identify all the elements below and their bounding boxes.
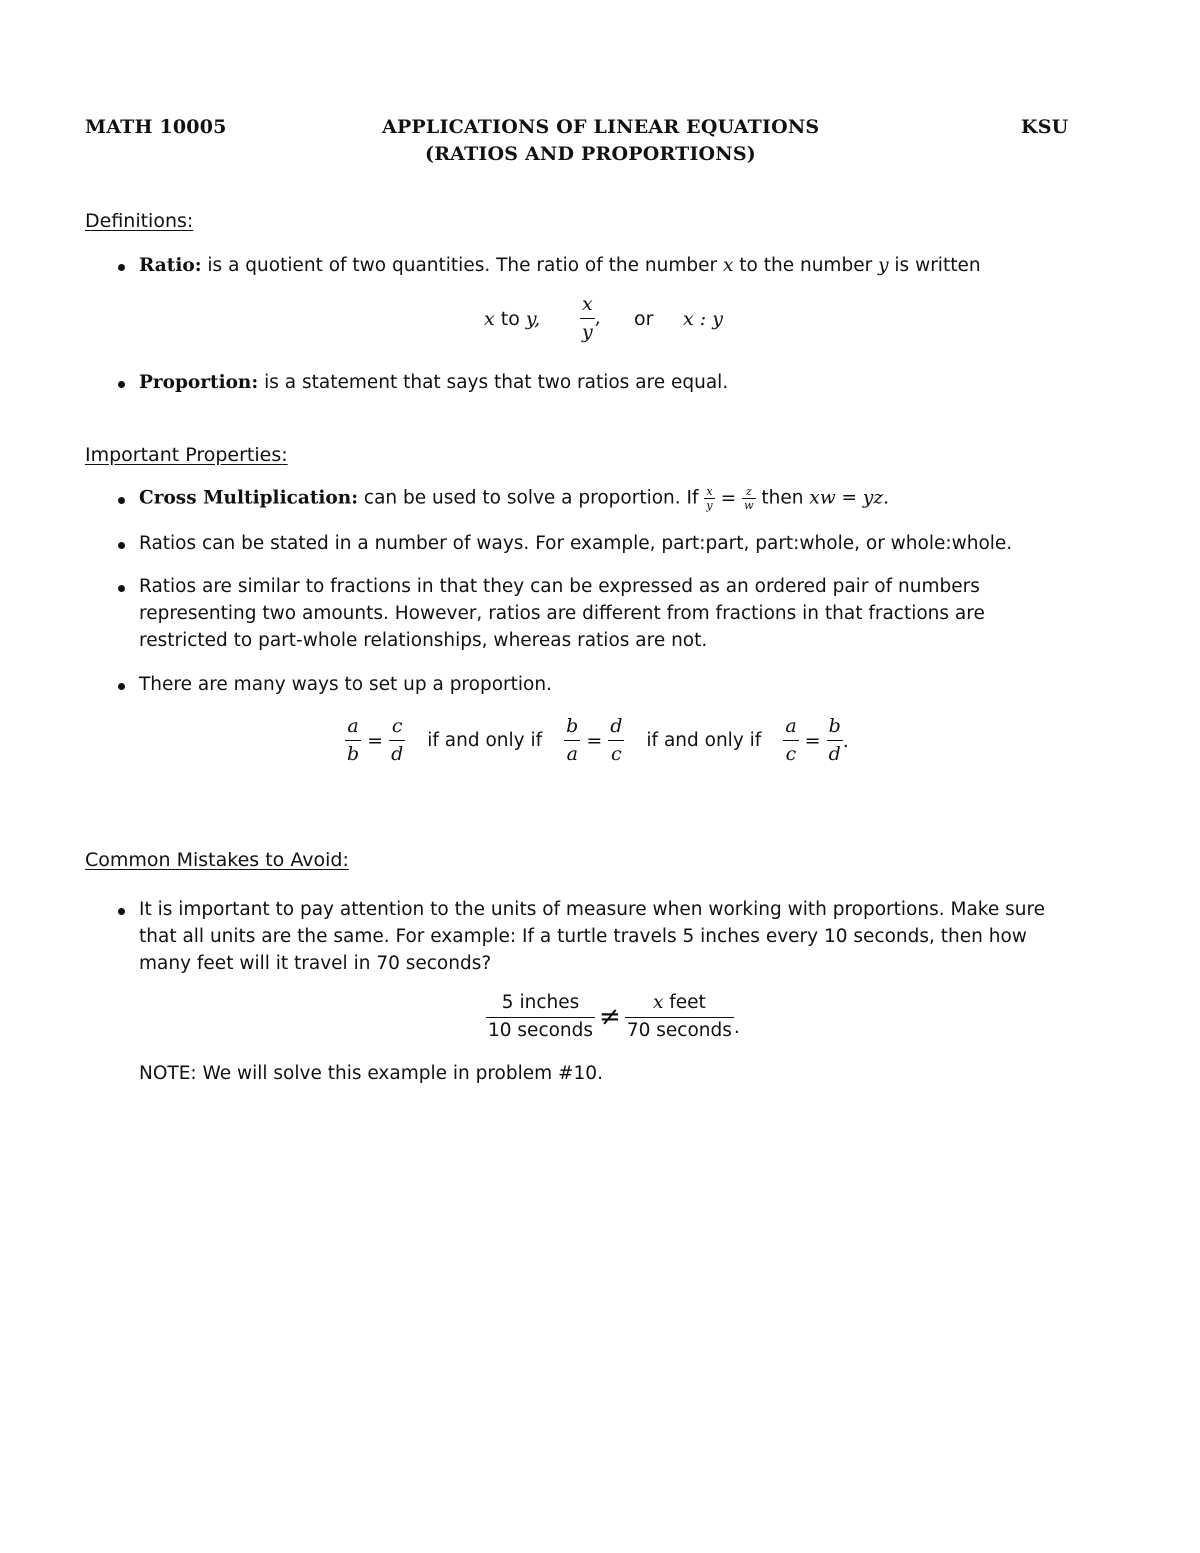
fraction-feet-over-seconds xyxy=(625,994,734,1040)
bullet-icon xyxy=(118,497,125,504)
bullet-icon xyxy=(118,585,125,592)
form-x: x xyxy=(484,308,495,330)
frac-den: a xyxy=(566,743,578,766)
not-equal-sign: ≠ xyxy=(599,1002,621,1033)
ratio-text-c: is written xyxy=(888,255,981,276)
ratio-form-to xyxy=(484,308,540,330)
definitions-heading-text: Definitions xyxy=(85,210,187,232)
equals-sign: = xyxy=(720,487,737,509)
units-inequality xyxy=(486,994,740,1040)
frac-num: x xyxy=(582,293,593,315)
var-y: y xyxy=(878,255,889,276)
proportion-text: is a statement that says that two ratios are equal. xyxy=(258,372,729,393)
page-subtitle: (RATIOS AND PROPORTIONS) xyxy=(425,143,756,165)
frac-den: d xyxy=(391,743,404,766)
frac-den: y xyxy=(582,321,593,344)
bullet-icon xyxy=(118,381,125,388)
properties-heading-text: Important Properties xyxy=(85,444,282,466)
ratios-ways-text: Ratios can be stated in a number of ways. For example, part:part, part:whole, or whole:whole. xyxy=(139,533,1013,554)
ratio-form-colon: x : y xyxy=(683,308,723,330)
fraction-x-over-y xyxy=(580,295,595,342)
fraction-bar xyxy=(580,318,595,319)
fraction-bar xyxy=(564,740,580,741)
fraction-bar xyxy=(625,1017,734,1018)
fraction-z-over-w-small xyxy=(742,486,755,511)
properties-heading: Important Properties: xyxy=(85,444,288,466)
iff-text: if and only if xyxy=(427,730,543,752)
fraction-x-over-y-small xyxy=(704,486,714,511)
fraction-bar xyxy=(389,740,405,741)
frac-num: c xyxy=(391,715,403,737)
equals-sign: = xyxy=(367,729,384,752)
definitions-heading: Definitions: xyxy=(85,210,194,232)
frac-num: feet xyxy=(663,992,706,1013)
frac-den: y xyxy=(706,499,713,512)
frac-num: b xyxy=(566,715,579,737)
fraction-bar xyxy=(345,740,361,741)
fraction-a-over-b xyxy=(345,717,361,764)
fraction-b-over-a xyxy=(564,717,580,764)
cross-multiplication xyxy=(139,486,889,511)
bullet-icon xyxy=(118,683,125,690)
setup-proportion-text: There are many ways to set up a proportion. xyxy=(139,674,552,695)
bullet-icon xyxy=(118,264,125,271)
fraction-d-over-c xyxy=(608,717,624,764)
ratio-text-a: is a quotient of two quantities. The ratio of the number xyxy=(201,255,723,276)
frac-num: a xyxy=(347,715,359,737)
course-code: MATH 10005 xyxy=(85,116,227,138)
frac-den: c xyxy=(611,743,622,766)
cross-term: Cross Multiplication: xyxy=(139,487,359,509)
var-x: x xyxy=(652,992,664,1013)
ratio-text-b: to the number xyxy=(733,255,879,276)
equals-sign: = xyxy=(804,729,821,752)
frac-num: z xyxy=(745,485,752,498)
frac-den: w xyxy=(744,499,754,512)
fraction-bar xyxy=(827,740,843,741)
ratio-term: Ratio: xyxy=(139,255,202,276)
form-y: y, xyxy=(525,308,541,330)
fraction-inches-over-seconds xyxy=(486,994,595,1040)
var-x: x xyxy=(722,255,734,276)
equals-sign: = xyxy=(586,729,603,752)
frac-den: d xyxy=(828,743,841,766)
page-title: APPLICATIONS OF LINEAR EQUATIONS xyxy=(382,116,820,138)
proportion-definition xyxy=(139,372,728,393)
form-to: to xyxy=(494,308,526,330)
frac-num: b xyxy=(828,715,841,737)
frac-num: a xyxy=(785,715,797,737)
fraction-c-over-d xyxy=(389,717,405,764)
institution: KSU xyxy=(1021,116,1069,138)
then-word: then xyxy=(755,487,810,509)
cross-result: xw = yz. xyxy=(809,487,890,509)
bullet-icon xyxy=(118,908,125,915)
frac-den: c xyxy=(785,743,797,766)
frac-den: 70 seconds xyxy=(626,1019,732,1041)
frac-den: 10 seconds xyxy=(488,1019,594,1041)
ratio-definition xyxy=(139,255,981,276)
ratio-form-fraction xyxy=(580,295,601,342)
frac-den: b xyxy=(347,743,360,766)
fraction-b-over-d xyxy=(827,717,843,764)
fraction-bar xyxy=(486,1017,595,1018)
or-word: or xyxy=(634,308,654,330)
ratios-vs-fractions-text: Ratios are similar to fractions in that they can be expressed as an ordered pair of numbers representing two amounts. However, ratios are different from fractions in that fractions are restricted to part-whole relationships, whereas ratios are not. xyxy=(139,576,985,651)
fraction-bar xyxy=(783,740,798,741)
units-mistake-text: It is important to pay attention to the units of measure when working with proportions. Make sure that all units are the same. For example: If a turtle travels 5 inches every 10 seconds, then how many feet will it travel in 70 seconds? xyxy=(139,899,1046,974)
frac-num: x xyxy=(706,485,713,498)
period: . xyxy=(842,729,849,752)
mistakes-heading-text: Common Mistakes to Avoid xyxy=(85,849,343,871)
proportion-equivalences xyxy=(345,717,849,764)
mistakes-heading: Common Mistakes to Avoid: xyxy=(85,849,349,871)
proportion-term: Proportion: xyxy=(139,372,259,393)
note-text: NOTE: We will solve this example in problem #10. xyxy=(139,1063,603,1084)
period: . xyxy=(733,1017,740,1039)
fraction-bar xyxy=(608,740,624,741)
frac-num: d xyxy=(610,715,623,737)
iff-text: if and only if xyxy=(646,730,762,752)
comma: , xyxy=(594,306,601,329)
frac-num: 5 inches xyxy=(501,992,580,1013)
fraction-a-over-c xyxy=(783,717,798,764)
bullet-icon xyxy=(118,542,125,549)
cross-text: can be used to solve a proportion. If xyxy=(358,487,705,509)
